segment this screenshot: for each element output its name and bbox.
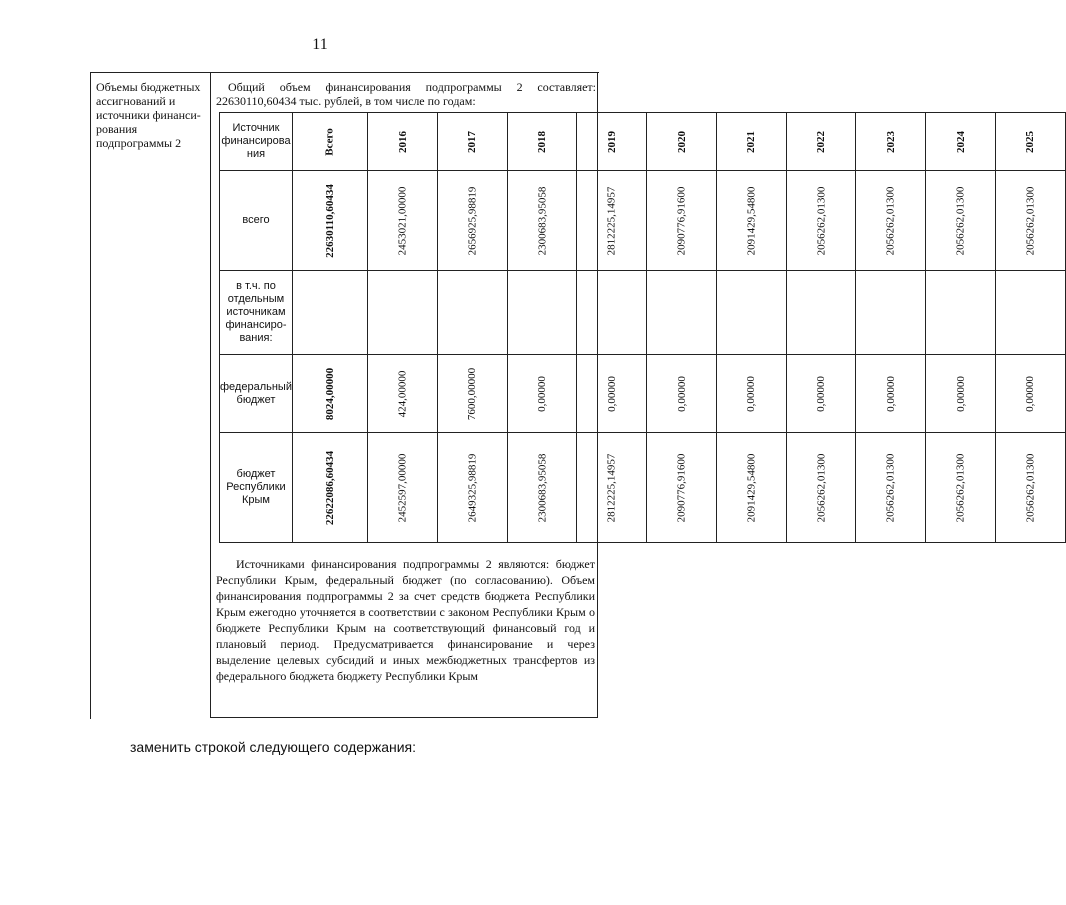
table-cell — [507, 271, 577, 355]
table-cell: 2056262,01300 — [786, 171, 856, 271]
table-cell — [437, 271, 507, 355]
table-cell: 2453021,00000 — [368, 171, 438, 271]
table-row — [220, 355, 1066, 433]
header-cell: Всего — [292, 113, 367, 171]
header-cell: 2021 — [716, 113, 786, 171]
header-cell: 2020 — [647, 113, 717, 171]
replacement-note: заменить строкой следующего содержания: — [130, 739, 417, 755]
table-cell — [577, 271, 647, 355]
table-cell: 2300683,95058 — [507, 433, 577, 543]
header-cell: 2017 — [437, 113, 507, 171]
table-cell: 22630110,60434 — [292, 171, 367, 271]
table-cell: 2056262,01300 — [995, 433, 1065, 543]
table-cell — [856, 271, 926, 355]
header-cell: 2025 — [995, 113, 1065, 171]
table-cell — [292, 271, 367, 355]
row-label: федеральный бюджет — [220, 355, 293, 433]
row-label: всего — [220, 171, 293, 271]
table-cell: 0,00000 — [786, 355, 856, 433]
table-cell: 2056262,01300 — [926, 171, 996, 271]
table-cell — [716, 271, 786, 355]
table-row — [220, 171, 1066, 271]
table-cell: 0,00000 — [716, 355, 786, 433]
table-cell: 2091429,54800 — [716, 171, 786, 271]
row-label: бюджет Республики Крым — [220, 433, 293, 543]
table-row — [220, 271, 1066, 355]
table-cell: 2056262,01300 — [856, 433, 926, 543]
table-header-row — [220, 113, 1066, 171]
header-cell: 2019 — [577, 113, 647, 171]
table-cell: 22622086,60434 — [292, 433, 367, 543]
table-cell: 2056262,01300 — [926, 433, 996, 543]
table-cell: 2091429,54800 — [716, 433, 786, 543]
table-cell: 0,00000 — [647, 355, 717, 433]
intro-paragraph: Общий объем финансирования подпрограммы 2 составляет: 22630110,60434 тыс. рублей, в том числе по годам: — [216, 80, 596, 108]
page-number: 11 — [312, 36, 328, 53]
table-cell — [926, 271, 996, 355]
table-cell: 7600,00000 — [437, 355, 507, 433]
table-cell: 2649325,98819 — [437, 433, 507, 543]
header-cell: 2022 — [786, 113, 856, 171]
table-cell: 2656925,98819 — [437, 171, 507, 271]
table-cell: 2056262,01300 — [856, 171, 926, 271]
header-cell: 2023 — [856, 113, 926, 171]
table-row — [220, 433, 1066, 543]
header-cell: 2016 — [368, 113, 438, 171]
outro-paragraph: Источниками финансирования подпрограммы 2 являются: бюджет Республики Крым, федеральный бюджет (по согласованию). Объем финансирования подпрограммы 2 за счет средств бюджета Республики Крым ежегодно уточняется в соответствии с законом Республики Крым о бюджете Республики Крым на соответствующий финансовый год и плановый период. Предусматривается финансирование и через выделение целевых субсидий и иных межбюджетных трансфертов из федерального бюджета бюджету Республики Крым — [216, 557, 595, 683]
header-corner: Источник финансирова ния — [220, 113, 293, 171]
table-cell: 0,00000 — [856, 355, 926, 433]
table-cell — [786, 271, 856, 355]
table-cell — [995, 271, 1065, 355]
table-cell: 0,00000 — [577, 355, 647, 433]
header-cell: 2018 — [507, 113, 577, 171]
table-cell: 2300683,95058 — [507, 171, 577, 271]
table-cell: 0,00000 — [926, 355, 996, 433]
table-cell — [368, 271, 438, 355]
table-cell: 8024,00000 — [292, 355, 367, 433]
table-cell: 2056262,01300 — [995, 171, 1065, 271]
table-cell: 0,00000 — [507, 355, 577, 433]
table-cell: 2452597,00000 — [368, 433, 438, 543]
table-cell: 2090776,91600 — [647, 171, 717, 271]
table-cell: 2812225,14957 — [577, 171, 647, 271]
financing-table — [219, 112, 1066, 543]
row-label: в т.ч. по отдельным источникам финансирования: — [220, 271, 293, 355]
table-cell: 424,00000 — [368, 355, 438, 433]
header-cell: 2024 — [926, 113, 996, 171]
table-cell: 0,00000 — [995, 355, 1065, 433]
table-cell: 2056262,01300 — [786, 433, 856, 543]
table-cell: 2090776,91600 — [647, 433, 717, 543]
table-cell — [647, 271, 717, 355]
table-cell: 2812225,14957 — [577, 433, 647, 543]
left-cell-label: Объемы бюджетных ассигнований и источники финансирования подпрограммы 2 — [96, 80, 201, 150]
